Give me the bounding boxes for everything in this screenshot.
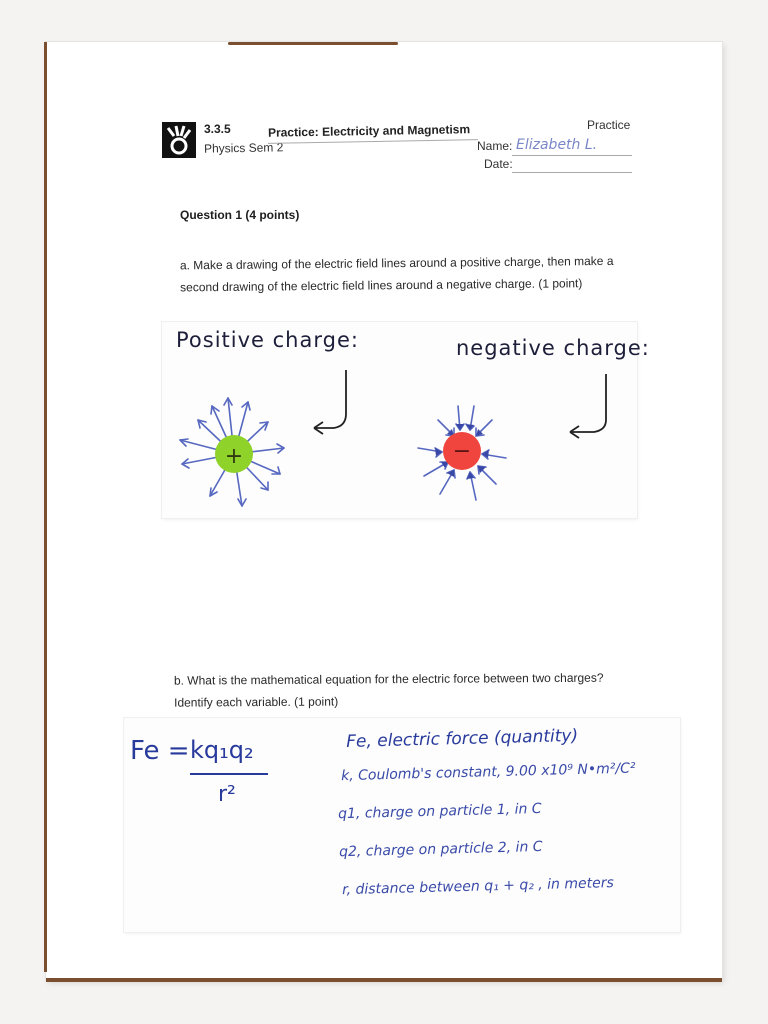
question-text-line: b. What is the mathematical equation for the electric force between two charges? (173, 670, 604, 688)
negative-arrow (562, 370, 612, 442)
negative-charge-diagram (410, 396, 520, 506)
paper-edge (44, 42, 47, 972)
paper-edge (46, 978, 722, 982)
positive-arrow (306, 366, 356, 438)
question-heading: Question 1 (4 points) (180, 208, 300, 222)
positive-sign: + (224, 444, 244, 469)
fraction-bar (190, 773, 268, 775)
negative-sign: − (452, 439, 472, 464)
variable-item: r, distance between q₁ + q₂ , in meters (341, 875, 614, 899)
negative-charge-label: negative charge: (456, 336, 650, 360)
course-logo (162, 122, 196, 158)
name-value: Elizabeth L. (516, 137, 598, 153)
equation-lhs: Fe = (130, 736, 190, 766)
variable-item: q1, charge on particle 1, in C (337, 800, 542, 823)
question-part-b (174, 666, 644, 713)
name-line (512, 155, 632, 156)
equation-denominator: r² (218, 782, 236, 807)
positive-charge-label: Positive charge: (176, 328, 359, 352)
name-label: Name: (477, 139, 513, 153)
variable-item: q2, charge on particle 2, in C (338, 838, 543, 861)
lesson-number: 3.3.5 (204, 122, 231, 136)
question-text-line: a. Make a drawing of the electric field lines around a positive charge, then make a (179, 253, 614, 273)
question-text-line: Identify each variable. (1 point) (174, 694, 339, 710)
variable-item: Fe, electric force (quantity) (346, 725, 579, 752)
paper-edge (228, 42, 398, 45)
date-label: Date: (484, 157, 513, 171)
variable-list (337, 724, 639, 899)
type-label: Practice (587, 118, 631, 132)
variable-item: k, Coulomb's constant, 9.00 x10⁹ N•m²/C² (340, 760, 636, 785)
logo-icon (162, 122, 196, 158)
positive-charge-diagram (168, 362, 318, 512)
course-name: Physics Sem 2 (203, 140, 284, 156)
question-text-line: second drawing of the electric field lines around a negative charge. (1 point) (180, 276, 583, 295)
worksheet-title: Practice: Electricity and Magnetism (267, 122, 471, 140)
date-line (512, 172, 632, 173)
equation-numerator: kq₁q₂ (190, 736, 254, 764)
question-part-a (180, 250, 640, 299)
